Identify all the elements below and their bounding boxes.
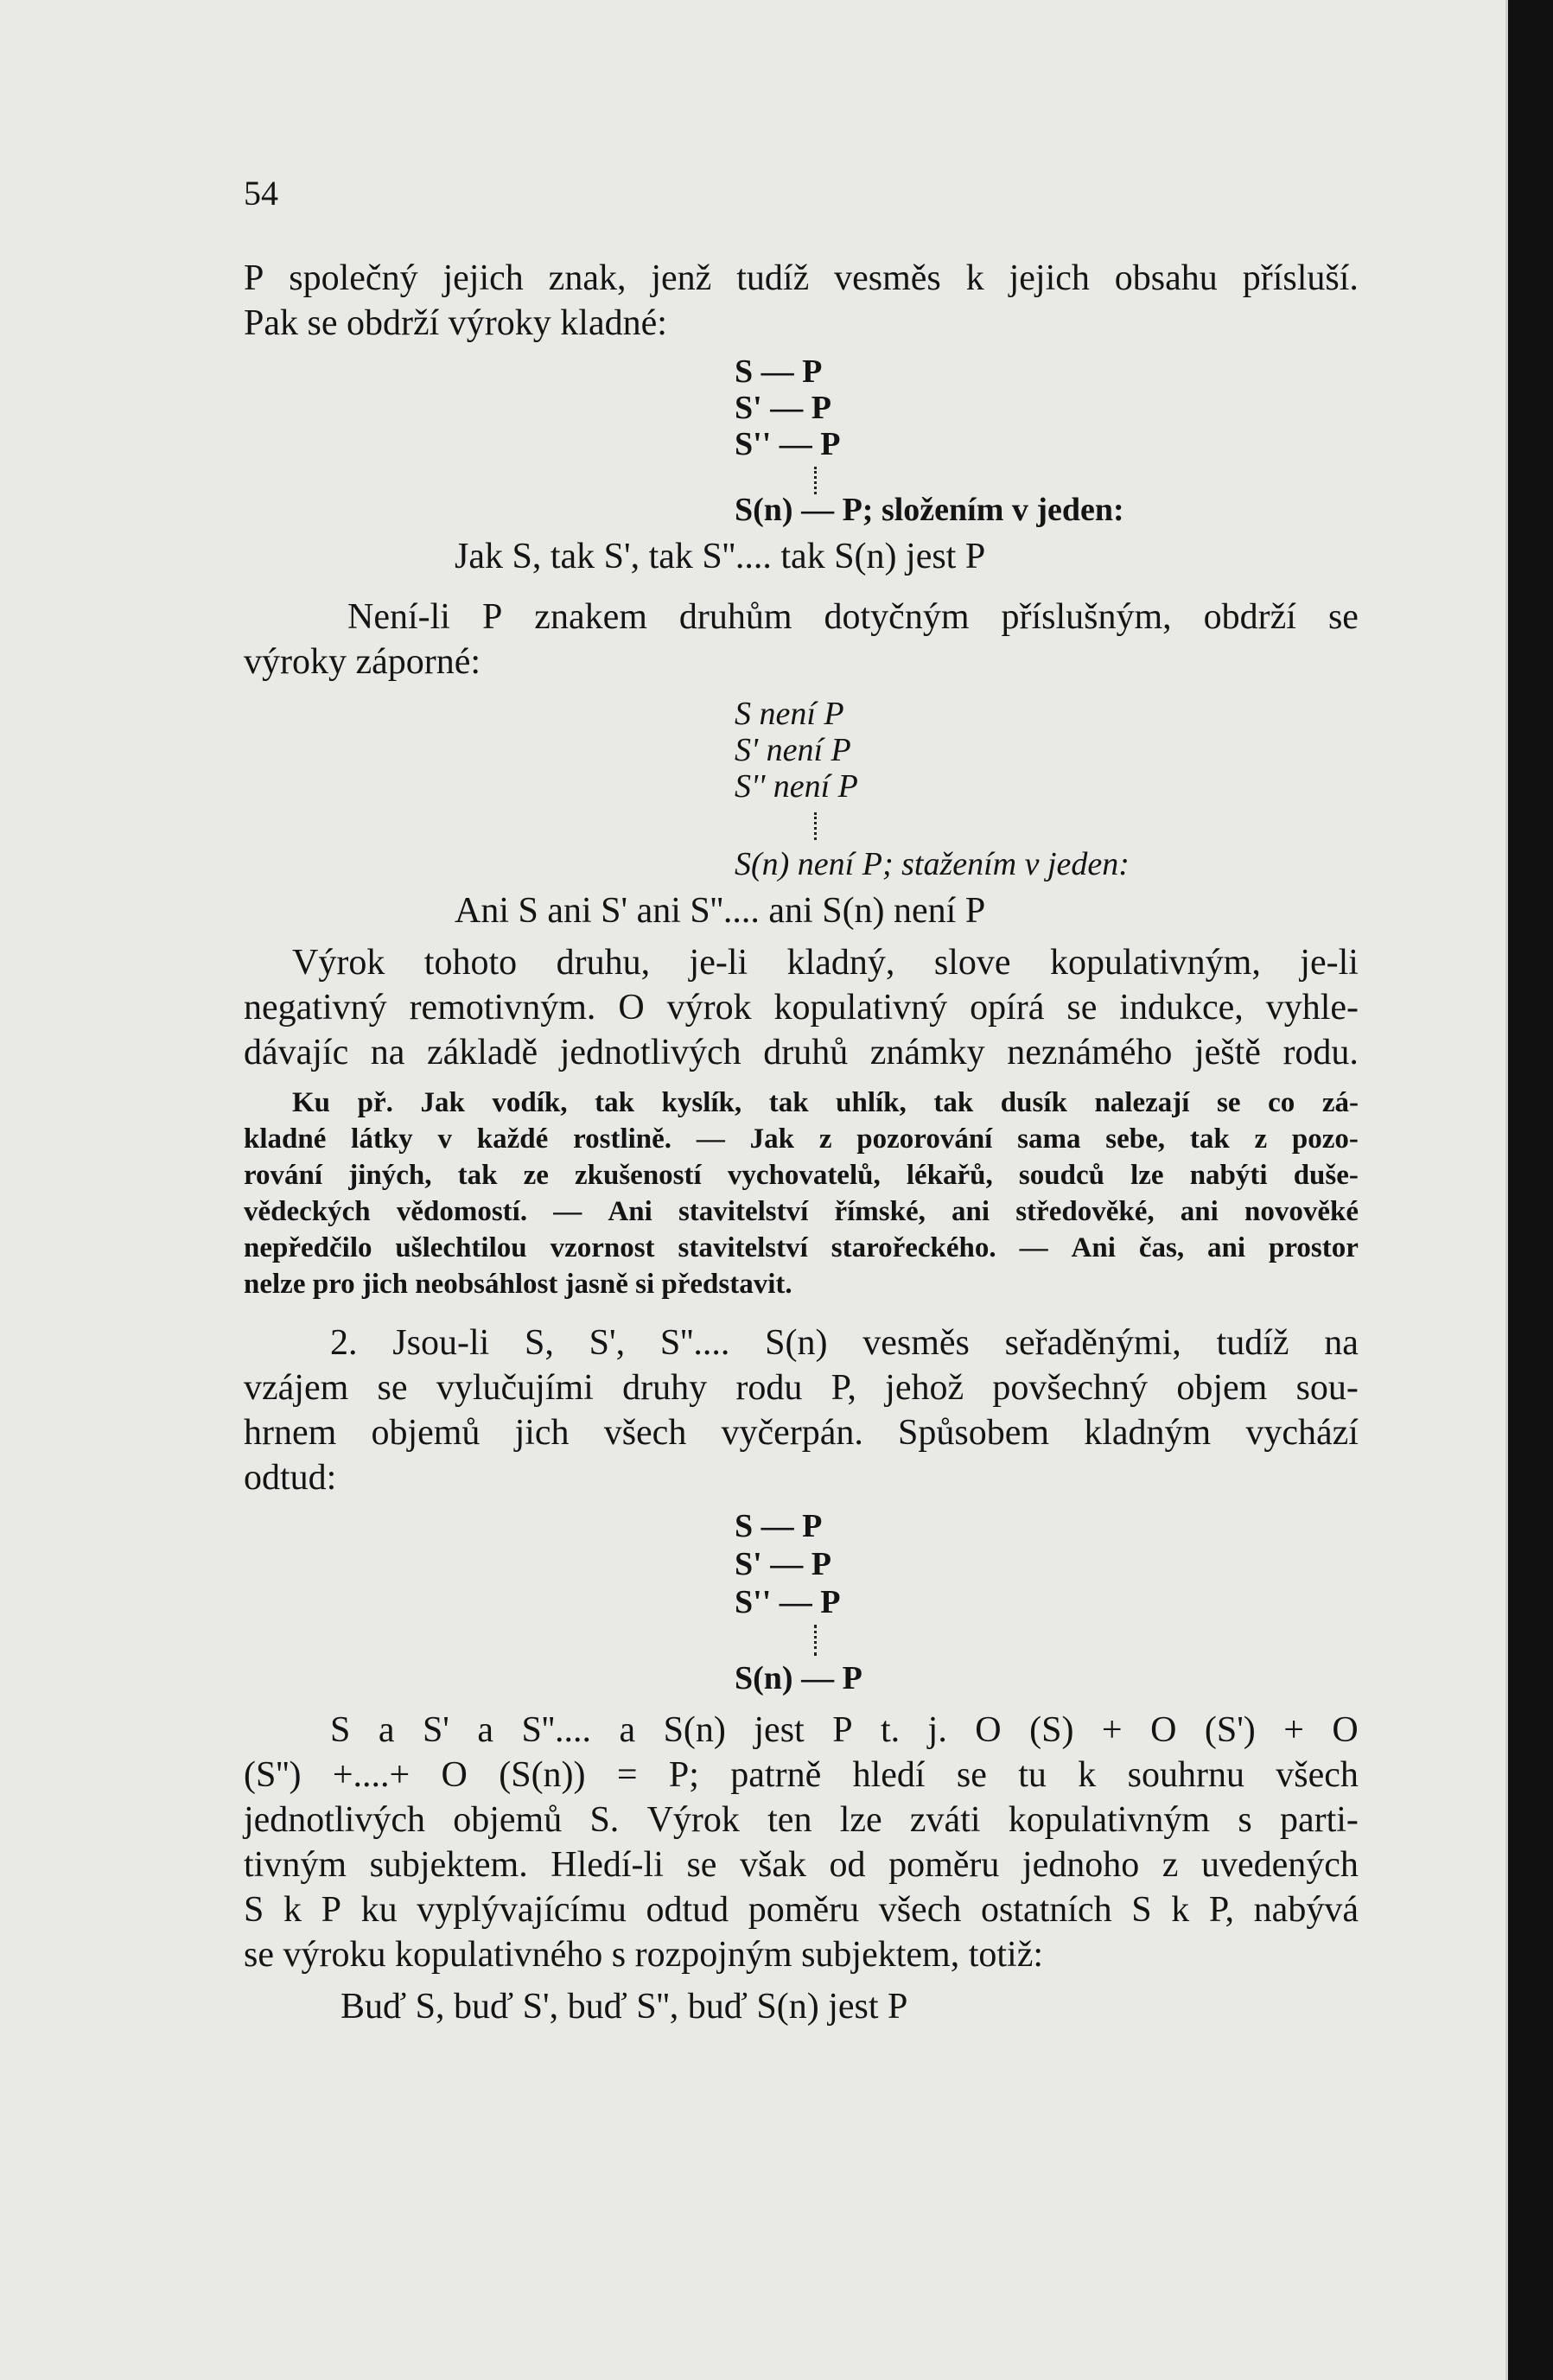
word: Ani [1071,1232,1116,1263]
word: tak [457,1160,498,1191]
word: ku [360,1890,398,1930]
word: Není-li [347,597,450,637]
word: povšechný [992,1368,1149,1408]
word: ještě [1193,1033,1261,1072]
word: S''.... [521,1710,591,1750]
word: O [618,988,645,1028]
word: S' [422,1710,449,1750]
formula-line: S'' — P [735,426,841,462]
word: kopulativným, [1050,943,1261,983]
word: druhům [678,597,792,637]
word: vylučujími [436,1368,594,1408]
word: rostlině. [573,1123,672,1155]
word: duše- [1293,1160,1359,1191]
word: patrně [730,1755,822,1795]
word: Ani [608,1196,652,1227]
word: k [1078,1755,1097,1795]
word: příslušným, [1001,597,1172,637]
example-line [244,1194,1359,1229]
word: je-li [689,943,748,983]
word: S(n) [663,1710,726,1750]
word: O [1332,1710,1359,1750]
word: znak, [548,258,627,298]
word: dusík [1000,1087,1067,1118]
word: Spůsobem [898,1413,1050,1453]
word: Jsou-li [392,1323,490,1363]
word: (S(n)) [499,1755,586,1795]
word: jednoho [1022,1845,1140,1885]
word: ušlechtilou [395,1232,527,1263]
word: prostor [1269,1232,1359,1263]
word: tu [1018,1755,1047,1795]
word: dávajíc [244,1033,349,1072]
word: na [370,1033,405,1072]
word: zkušeností [574,1160,702,1191]
text-line [244,1887,1359,1932]
word: vědeckých [244,1196,371,1227]
word: kladným [1084,1413,1212,1453]
formula-line: S(n) není P; stažením v jeden: [735,846,1130,882]
word: sou- [1295,1368,1359,1408]
word: znakem [534,597,647,637]
word: (S') [1204,1710,1256,1750]
word: + [1101,1710,1123,1750]
word: kopulativným [1008,1800,1211,1840]
word: však [739,1845,806,1885]
word: O [441,1755,468,1795]
word: a [378,1710,395,1750]
word: jiných, [348,1160,432,1191]
word: kladný, [786,943,895,983]
word: S, [525,1323,554,1363]
word: subjektem. [369,1845,528,1885]
word: tudíž [1216,1323,1289,1363]
word: neznámého [1007,1033,1173,1072]
word: Ku [292,1087,331,1118]
word: společný [289,258,418,298]
word: druhů [763,1033,849,1072]
word: sama [1017,1123,1081,1155]
word: čas, [1138,1232,1185,1263]
word: z [1254,1123,1268,1155]
word: pozo- [1291,1123,1359,1155]
word: j. [927,1710,947,1750]
word: ostatních [980,1890,1112,1930]
word: vyčerpán. [721,1413,863,1453]
text-line [244,1365,1359,1410]
word: obdrží [1203,597,1296,637]
text-line [244,1842,1359,1887]
word: odtud [646,1890,729,1930]
word: O [1150,1710,1177,1750]
word: se [956,1755,987,1795]
word: rodu. [1282,1033,1359,1072]
word: 2. [330,1323,358,1363]
word: dotyčným [824,597,970,637]
text-line [244,940,1359,985]
word: tak [768,1087,809,1118]
text-line [244,256,1359,301]
word: z [1162,1845,1179,1885]
word: S [244,1890,264,1930]
word: se [1327,597,1359,637]
word: se [377,1368,408,1408]
word: tak [595,1087,634,1118]
word: pozorování [856,1123,993,1155]
word: objem [1176,1368,1268,1408]
text-line [244,1030,1359,1075]
word: P, [1208,1890,1235,1930]
word: a [477,1710,494,1750]
word: Výrok [292,943,385,983]
word: od [829,1845,866,1885]
word: hrnem [244,1413,337,1453]
word: středověké, [1015,1196,1155,1227]
word: nalezají [1094,1087,1190,1118]
word: lze [1130,1160,1164,1191]
ellipsis-dots [814,1625,819,1656]
word: ze [523,1160,549,1191]
word: kopulativný [773,988,948,1028]
word: P [244,258,264,298]
word: co [1268,1087,1295,1118]
word: +....+ [332,1755,411,1795]
formula-line: S' — P [735,1546,831,1582]
word: na [1324,1323,1359,1363]
text-line [244,595,1359,640]
word: = [616,1755,638,1795]
word: Výrok [646,1800,740,1840]
word: S. [589,1800,620,1840]
word: poměru [748,1890,860,1930]
word: z [818,1123,832,1155]
word: s [1238,1800,1252,1840]
conclusion-disjunctive: Buď S, buď S', buď S'', buď S(n) jest P [341,1987,908,2027]
formula-line: S'' — P [735,1584,841,1620]
word: soudců [1018,1160,1104,1191]
word: S''.... [659,1323,730,1363]
word: každé [476,1123,549,1155]
word: vesměs [834,258,941,298]
word: rování [244,1160,323,1191]
word: římské, [834,1196,926,1227]
word: S [330,1710,351,1750]
formula-line: S' není P [735,732,851,768]
text-line [244,985,1359,1030]
formula-line: S — P [735,353,823,390]
word: vzornost [550,1232,655,1263]
word: kladné [244,1123,327,1155]
word: uvedených [1200,1845,1359,1885]
word: P; [668,1755,699,1795]
word: vychází [1245,1413,1359,1453]
word: ani [952,1196,990,1227]
word: látky [351,1123,413,1155]
word: nepředčilo [244,1232,372,1263]
word: uhlík, [836,1087,907,1118]
word: druhu, [556,943,651,983]
word: druhy [622,1368,708,1408]
word: sebe, [1105,1123,1166,1155]
word: tudíž [736,258,810,298]
word: S [1131,1890,1152,1930]
word: hledí [852,1755,926,1795]
word: P [481,597,503,637]
word: nabýti [1189,1160,1268,1191]
word: Jak [749,1123,795,1155]
word: + [1283,1710,1304,1750]
word: P, [831,1368,856,1408]
example-line: nelze pro jich neobsáhlost jasně si představit. [244,1269,792,1300]
word: negativný [244,988,387,1028]
word: kyslík, [661,1087,742,1118]
word: se [1066,988,1098,1028]
word: tak [1189,1123,1230,1155]
word: ani [1207,1232,1246,1263]
word: vychovatelů, [727,1160,881,1191]
ellipsis-dots [814,812,819,840]
formula-line: S' — P [735,390,831,426]
formula-line: S — P [735,1508,823,1544]
word: ten [767,1800,812,1840]
word: v [437,1123,452,1155]
text-line [244,1708,1359,1753]
word: všech [603,1413,687,1453]
text-line: Pak se obdrží výroky kladné: [244,303,667,343]
word: S(n) [765,1323,828,1363]
formula-line: S'' není P [735,768,858,805]
example-line [244,1158,1359,1193]
word: všech [878,1890,962,1930]
word: lze [839,1800,882,1840]
word: stavitelství [678,1232,808,1263]
word: vědomostí. [396,1196,528,1227]
word: vyhle- [1265,988,1359,1028]
text-line: se výroku kopulativného s rozpojným subjektem, totiž: [244,1935,1044,1975]
word: vzájem [244,1368,349,1408]
word: se [1217,1087,1241,1118]
example-line [244,1085,1359,1120]
word: opírá [970,988,1045,1028]
word: tohoto [423,943,518,983]
word: k [965,258,984,298]
word: — [696,1123,725,1155]
text-line: odtud: [244,1458,337,1498]
word: k [283,1890,302,1930]
example-line [244,1122,1359,1156]
word: jenž [651,258,712,298]
word: tivným [244,1845,347,1885]
word: stavitelství [678,1196,809,1227]
word: seřaděnými, [1004,1323,1181,1363]
word: novověké [1244,1196,1359,1227]
word: vesměs [862,1323,970,1363]
word: P [321,1890,341,1930]
word: remotivným. [409,988,596,1028]
word: jich [514,1413,570,1453]
word: jednotlivých [244,1800,425,1840]
formula-line: S(n) — P [735,1660,862,1696]
word: obsahu [1114,258,1218,298]
word: zváti [909,1800,981,1840]
formula-line: S(n) — P; složením v jeden: [735,492,1124,528]
word: Jak [420,1087,465,1118]
word: S', [589,1323,626,1363]
word: základě [426,1033,538,1072]
text-line: výroky záporné: [244,642,481,682]
word: všech [1276,1755,1359,1795]
word: parti- [1279,1800,1359,1840]
word: (S) [1029,1710,1074,1750]
word: Hledí-li [551,1845,664,1885]
word: objemů [371,1413,481,1453]
text-line [244,1320,1359,1365]
word: (S'') [244,1755,302,1795]
word: přísluší. [1242,258,1359,298]
word: jest [754,1710,805,1750]
word: jejich [1009,258,1090,298]
word: P [832,1710,853,1750]
word: známky [869,1033,985,1072]
word: jednotlivých [559,1033,741,1072]
word: zá- [1321,1087,1359,1118]
word: indukce, [1119,988,1244,1028]
word: jejich [442,258,524,298]
conclusion-negative: Ani S ani S' ani S''.... ani S(n) není P [455,891,986,931]
word: souhrnu [1127,1755,1244,1795]
word: se [686,1845,717,1885]
text-line [244,1753,1359,1798]
word: vyplývajícímu [417,1890,627,1930]
conclusion-positive: Jak S, tak S', tak S''.... tak S(n) jest P [455,537,986,576]
word: př. [357,1087,393,1118]
example-line [244,1231,1359,1265]
word: t. [881,1710,901,1750]
scan-border [1508,0,1553,2380]
word: k [1171,1890,1190,1930]
word: poměru [888,1845,1000,1885]
word: O [975,1710,1002,1750]
word: jehož [885,1368,964,1408]
page-number: 54 [244,174,278,213]
word: výrok [666,988,752,1028]
word: objemů [453,1800,563,1840]
word: — [553,1196,582,1227]
word: a [619,1710,636,1750]
word: lékařů, [906,1160,993,1191]
word: — [1019,1232,1048,1263]
word: starořeckého. [831,1232,996,1263]
text-line [244,1798,1359,1842]
text-line [244,1410,1359,1455]
word: tak [933,1087,974,1118]
word: rodu [735,1368,803,1408]
word: nabývá [1253,1890,1359,1930]
word: ani [1180,1196,1219,1227]
word: vodík, [492,1087,568,1118]
word: slove [933,943,1011,983]
formula-line: S není P [735,696,844,732]
word: je-li [1300,943,1359,983]
